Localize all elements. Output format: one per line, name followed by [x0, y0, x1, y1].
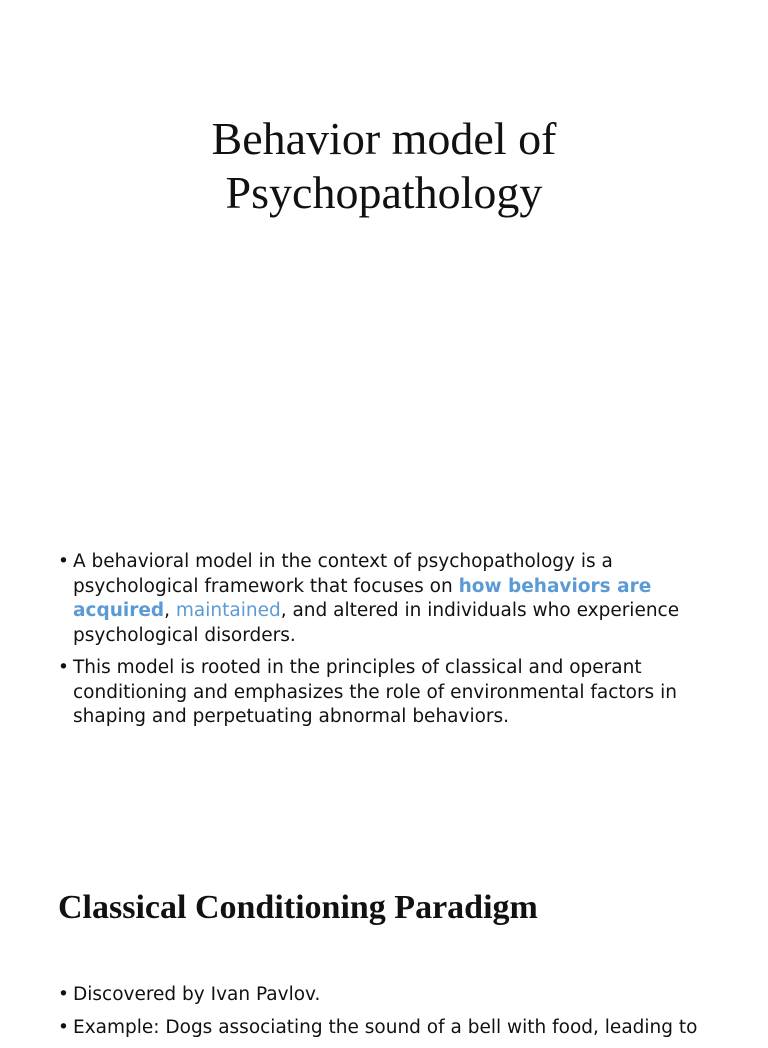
bullet-item-definition [58, 550, 698, 648]
slide-title-line-2: Psychopathology [225, 167, 543, 218]
section-bullet-text: Discovered by Ivan Pavlov. [73, 984, 321, 1005]
bullet-dot: • [58, 1016, 69, 1038]
bullet-dot: • [58, 551, 69, 572]
bullet-list [58, 550, 698, 738]
section-bullet-list [58, 983, 748, 1048]
bullet-text: This model is rooted in the principles of classical and operant conditioning and emphasizes the role of environmental factors in shaping and perpetuating abnormal behaviors. [73, 657, 677, 727]
highlight-maintained: maintained [175, 600, 281, 621]
slide-title [0, 112, 768, 220]
slide-title-line-1: Behavior model of [211, 113, 557, 164]
bullet-text-part: A behavioral model in the context of psychopathology is a psychological framework that focuses on [73, 551, 613, 597]
bullet-item-principles [58, 656, 698, 730]
section-bullet-text: Example: Dogs associating the sound of a bell with food, leading to [73, 1016, 698, 1038]
bullet-text-part: , [164, 600, 176, 621]
bullet-dot: • [58, 984, 69, 1005]
highlight-acquired: how behaviors are acquired [73, 575, 652, 621]
section-heading: Classical Conditioning Paradigm [58, 889, 538, 926]
section-bullet-item [58, 983, 748, 1008]
bullet-dot: • [58, 657, 69, 678]
bullet-text-part: , and altered in individuals who experience psychological disorders. [73, 600, 680, 646]
section-bullet-item [58, 1016, 748, 1041]
